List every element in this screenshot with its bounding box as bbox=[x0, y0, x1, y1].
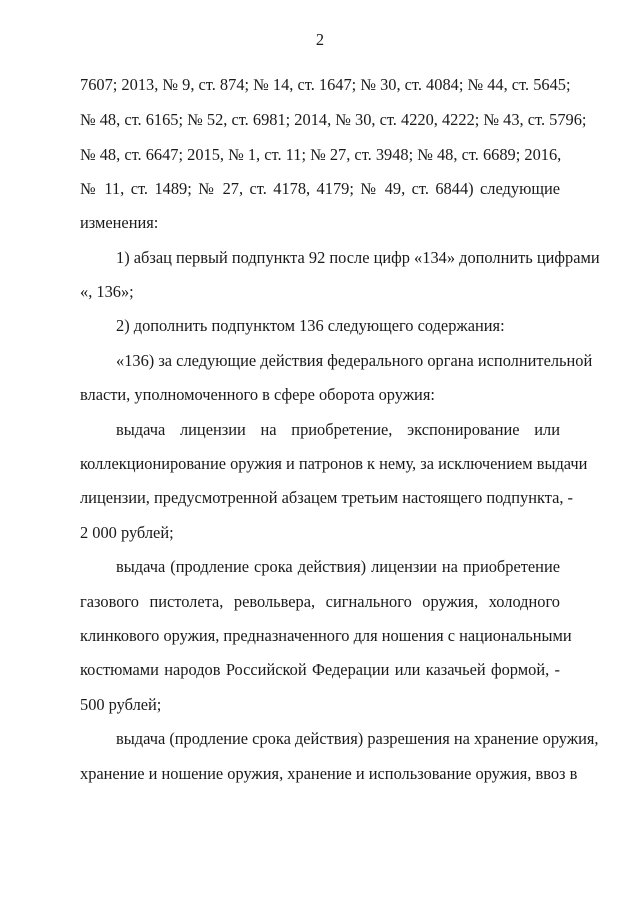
text-line: «, 136»; bbox=[80, 282, 134, 301]
text-line: костюмами народов Российской Федерации или казачьей формой, - bbox=[80, 660, 560, 679]
text-line: 2) дополнить подпунктом 136 следующего содержания: bbox=[116, 316, 505, 335]
text-line: № 48, ст. 6165; № 52, ст. 6981; 2014, № 30, ст. 4220, 4222; № 43, ст. 5796; bbox=[80, 110, 587, 129]
text-line: выдача (продление срока действия) лицензии на приобретение bbox=[116, 557, 560, 576]
text-line: коллекционирование оружия и патронов к нему, за исключением выдачи bbox=[80, 454, 588, 473]
text-line: выдача лицензии на приобретение, экспонирование или bbox=[116, 420, 560, 439]
text-line: выдача (продление срока действия) разрешения на хранение оружия, bbox=[116, 729, 599, 748]
text-line: № 11, ст. 1489; № 27, ст. 4178, 4179; № 49, ст. 6844) следующие bbox=[80, 179, 560, 198]
text-line: 2 000 рублей; bbox=[80, 523, 174, 542]
page-number: 2 bbox=[315, 30, 325, 49]
text-line: 7607; 2013, № 9, ст. 874; № 14, ст. 1647; № 30, ст. 4084; № 44, ст. 5645; bbox=[80, 75, 571, 94]
text-line: «136) за следующие действия федерального органа исполнительной bbox=[116, 351, 593, 370]
text-line: хранение и ношение оружия, хранение и использование оружия, ввоз в bbox=[80, 764, 578, 783]
text-line: клинкового оружия, предназначенного для ношения с национальными bbox=[80, 626, 572, 645]
text-line: 1) абзац первый подпункта 92 после цифр «134» дополнить цифрами bbox=[116, 248, 600, 267]
text-line: изменения: bbox=[80, 213, 159, 232]
text-line: лицензии, предусмотренной абзацем третьим настоящего подпункта, - bbox=[80, 488, 574, 507]
text-line: газового пистолета, револьвера, сигнального оружия, холодного bbox=[80, 592, 560, 611]
text-line: № 48, ст. 6647; 2015, № 1, ст. 11; № 27, ст. 3948; № 48, ст. 6689; 2016, bbox=[80, 145, 562, 164]
text-line: власти, уполномоченного в сфере оборота оружия: bbox=[80, 385, 435, 404]
text-line: 500 рублей; bbox=[80, 695, 162, 714]
